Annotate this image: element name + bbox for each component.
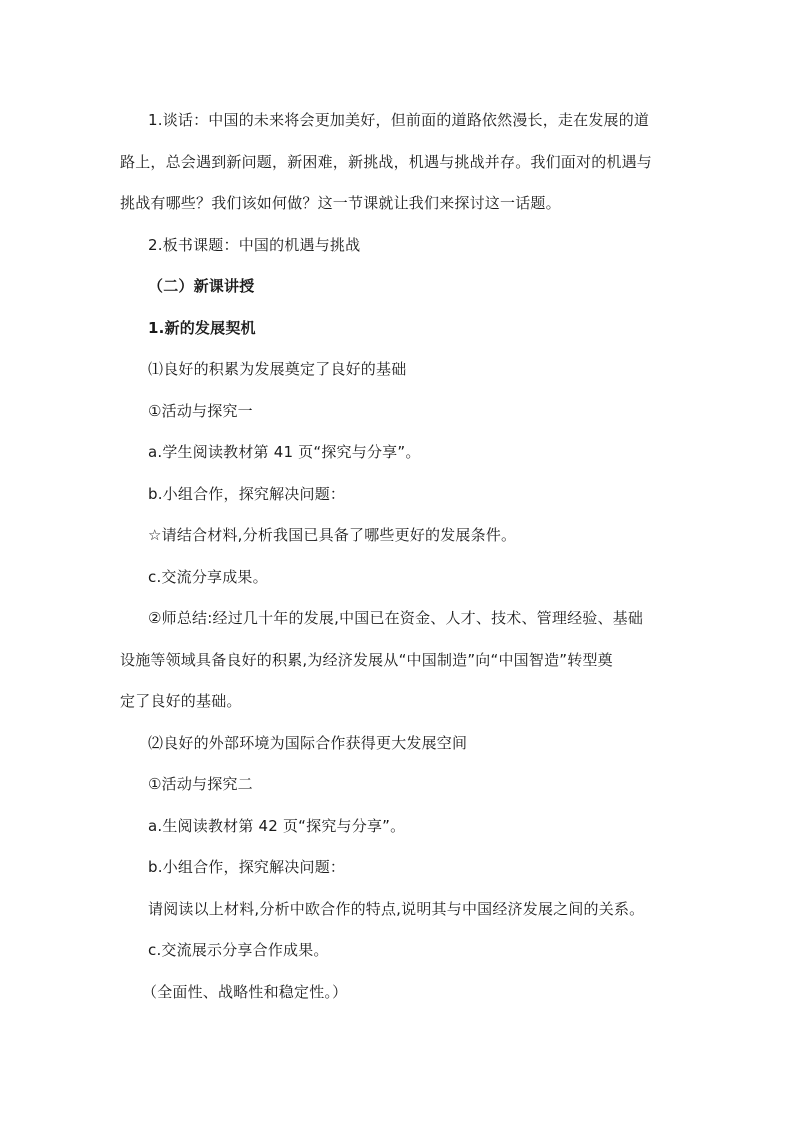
summary-line-2: 设施等领域具备良好的积累,为经济发展从“中国制造”向“中国智造”转型奠: [120, 651, 613, 669]
activity-2-answer: （全面性、战略性和稳定性。）: [142, 983, 348, 1001]
activity-2-step-a: a.生阅读教材第 42 页“探究与分享”。: [148, 817, 406, 835]
paragraph-intro-line-3: 挑战有哪些？我们该如何做？这一节课就让我们来探讨这一话题。: [120, 194, 561, 212]
activity-2-step-b: b.小组合作，探究解决问题：: [148, 858, 346, 876]
point-2-title: ⑵良好的外部环境为国际合作获得更大发展空间: [148, 734, 468, 752]
activity-1-step-a: a.学生阅读教材第 41 页“探究与分享”。: [148, 443, 421, 461]
summary-line-1: ②师总结:经过几十年的发展,中国已在资金、人才、技术、管理经验、基础: [148, 609, 644, 627]
paragraph-intro-line-1: 1.谈话：中国的未来将会更加美好，但前面的道路依然漫长，走在发展的道: [148, 111, 650, 129]
activity-1-step-b: b.小组合作，探究解决问题：: [148, 485, 346, 503]
point-1-title: ⑴良好的积累为发展奠定了良好的基础: [148, 360, 407, 378]
activity-1-question: ☆请结合材料,分析我国已具备了哪些更好的发展条件。: [148, 526, 517, 544]
paragraph-intro-line-2: 路上，总会遇到新问题，新困难，新挑战，机遇与挑战并存。我们面对的机遇与: [120, 153, 653, 171]
section-heading-new-lesson: （二）新课讲授: [148, 277, 255, 295]
activity-1-step-c: c.交流分享成果。: [148, 568, 268, 586]
activity-2-step-c: c.交流展示分享合作成果。: [148, 941, 329, 959]
board-title-line: 2.板书课题：中国的机遇与挑战: [148, 236, 361, 254]
subheading-new-opportunity: 1.新的发展契机: [148, 319, 256, 337]
activity-1-title: ①活动与探究一: [148, 402, 253, 420]
activity-2-question: 请阅读以上材料,分析中欧合作的特点,说明其与中国经济发展之间的关系。: [148, 900, 645, 918]
activity-2-title: ①活动与探究二: [148, 775, 253, 793]
summary-line-3: 定了良好的基础。: [120, 692, 242, 710]
